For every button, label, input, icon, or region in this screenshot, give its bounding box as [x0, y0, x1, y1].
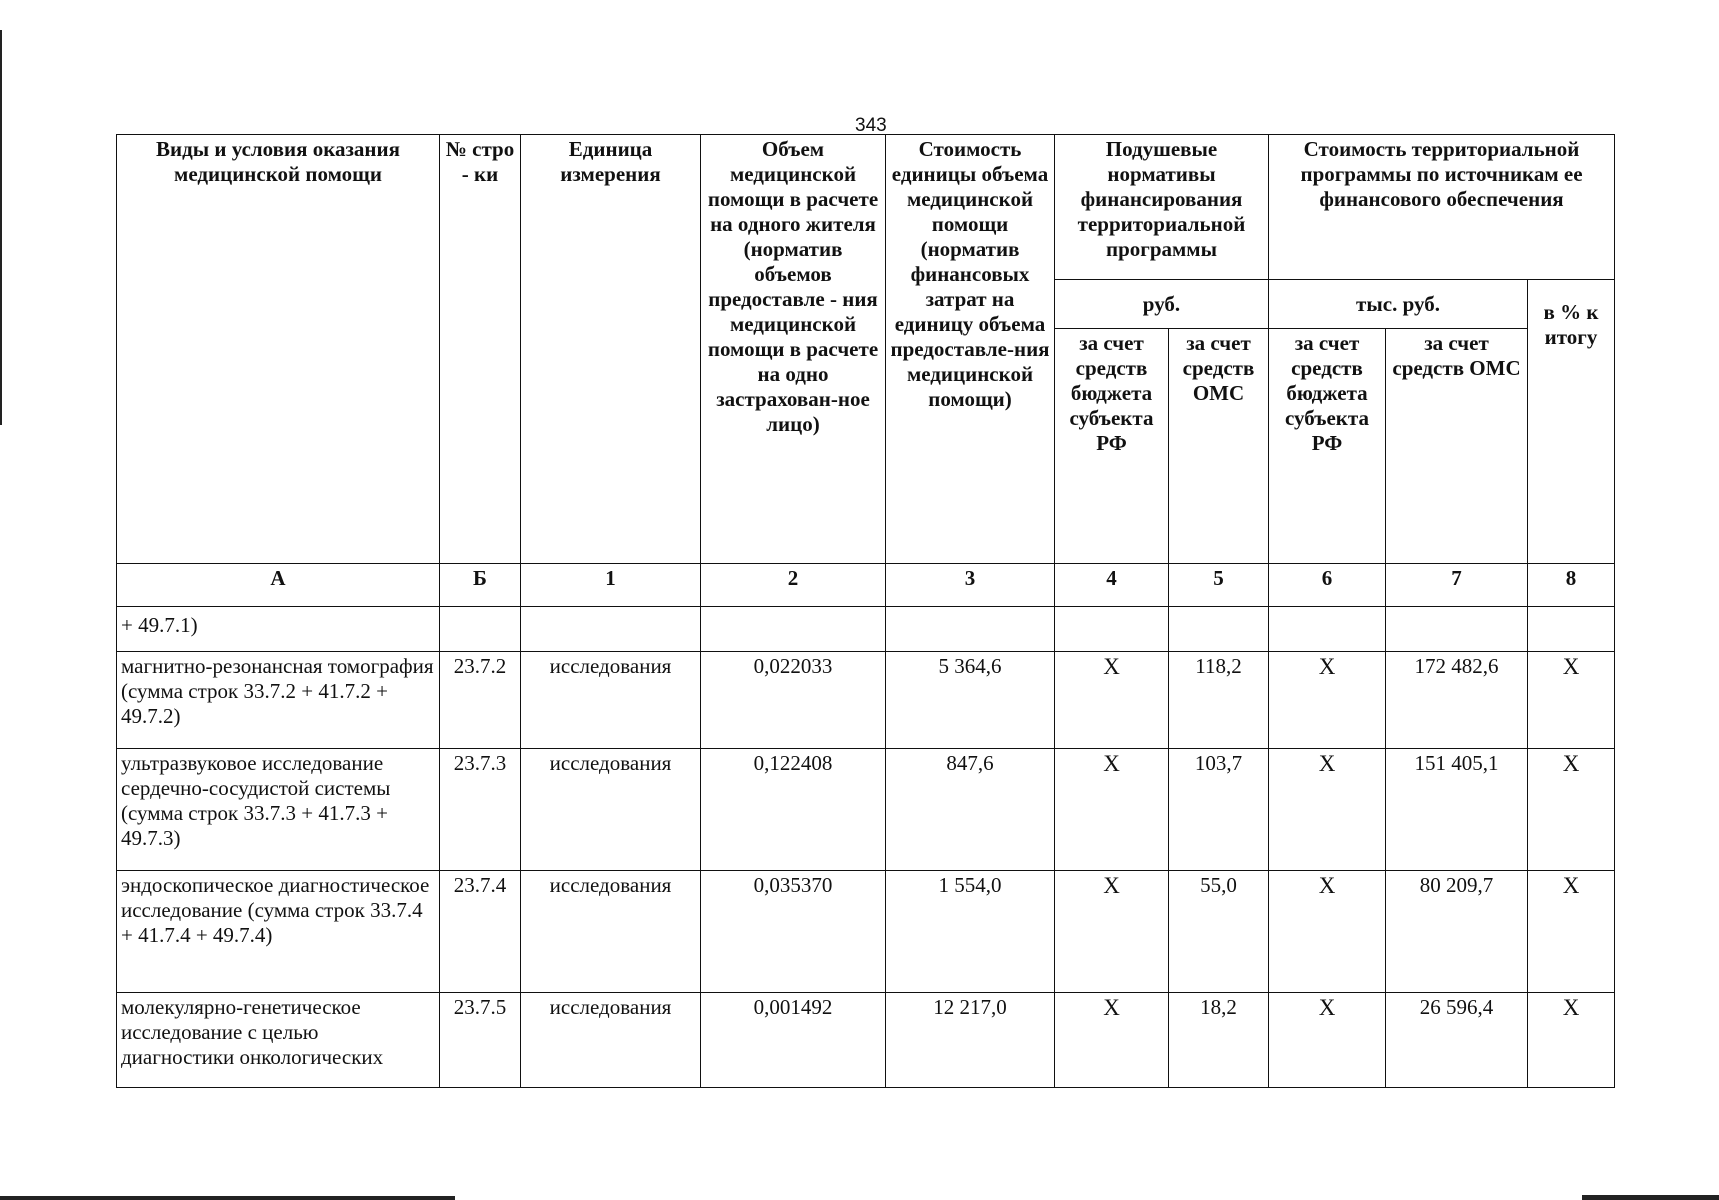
header-percent-of-total: в % к итогу	[1528, 280, 1615, 564]
budget-thousand-cell: Х	[1269, 749, 1386, 871]
column-number: А	[117, 564, 440, 607]
budget-rub-cell: Х	[1055, 652, 1169, 749]
table-row	[117, 652, 1615, 749]
oms-rub-cell	[1169, 607, 1269, 652]
header-budget-thousand-rub: за счет средств бюджета субъекта РФ	[1269, 329, 1386, 564]
column-number: 6	[1269, 564, 1386, 607]
table-row	[117, 749, 1615, 871]
budget-rub-cell: Х	[1055, 871, 1169, 993]
care-type-name: эндоскопическое диагностическое исследование (сумма строк 33.7.4 + 41.7.4 + 49.7.4)	[117, 871, 440, 993]
header-care-types: Виды и условия оказания медицинской помощи	[117, 135, 440, 564]
table-row	[117, 993, 1615, 1088]
scan-edge-line	[0, 30, 2, 425]
header-unit: Единица измерения	[521, 135, 701, 564]
row-code: 23.7.2	[440, 652, 521, 749]
table-row	[117, 871, 1615, 993]
column-number: 2	[701, 564, 886, 607]
row-code: 23.7.5	[440, 993, 521, 1088]
financing-table	[116, 134, 1615, 1088]
unit-cell: исследования	[521, 993, 701, 1088]
percent-cell	[1528, 607, 1615, 652]
care-type-name: ультразвуковое исследование сердечно-сосудистой системы (сумма строк 33.7.3 + 41.7.3 + 49.7.3)	[117, 749, 440, 871]
column-number: 7	[1386, 564, 1528, 607]
row-code: 23.7.3	[440, 749, 521, 871]
cost-cell: 5 364,6	[886, 652, 1055, 749]
column-number: 8	[1528, 564, 1615, 607]
percent-cell: Х	[1528, 871, 1615, 993]
header-unit-cost: Стоимость единицы объема медицинской помощи (норматив финансовых затрат на единицу объема предоставле-ния медицинской помощи)	[886, 135, 1055, 564]
care-type-name: молекулярно-генетическое исследование с целью диагностики онкологических	[117, 993, 440, 1088]
column-number: 4	[1055, 564, 1169, 607]
oms-thousand-cell: 80 209,7	[1386, 871, 1528, 993]
volume-cell	[701, 607, 886, 652]
volume-cell: 0,035370	[701, 871, 886, 993]
percent-cell: Х	[1528, 749, 1615, 871]
volume-cell: 0,022033	[701, 652, 886, 749]
volume-cell: 0,001492	[701, 993, 886, 1088]
header-program-cost: Стоимость территориальной программы по источникам ее финансового обеспечения	[1269, 135, 1615, 280]
column-number: Б	[440, 564, 521, 607]
budget-rub-cell	[1055, 607, 1169, 652]
header-budget-rub: за счет средств бюджета субъекта РФ	[1055, 329, 1169, 564]
unit-cell: исследования	[521, 652, 701, 749]
percent-cell: Х	[1528, 652, 1615, 749]
row-code	[440, 607, 521, 652]
unit-cell: исследования	[521, 749, 701, 871]
cost-cell	[886, 607, 1055, 652]
oms-rub-cell: 118,2	[1169, 652, 1269, 749]
header-row-number: № стро - ки	[440, 135, 521, 564]
oms-rub-cell: 55,0	[1169, 871, 1269, 993]
page-number: 343	[855, 115, 887, 136]
budget-thousand-cell: Х	[1269, 652, 1386, 749]
header-oms-rub: за счет средств ОМС	[1169, 329, 1269, 564]
row-code: 23.7.4	[440, 871, 521, 993]
budget-thousand-cell	[1269, 607, 1386, 652]
oms-thousand-cell: 172 482,6	[1386, 652, 1528, 749]
cost-cell: 847,6	[886, 749, 1055, 871]
header-oms-thousand-rub: за счет средств ОМС	[1386, 329, 1528, 564]
header-unit-thousand-rub: тыс. руб.	[1269, 280, 1528, 329]
care-type-name: магнитно-резонансная томография (сумма строк 33.7.2 + 41.7.2 + 49.7.2)	[117, 652, 440, 749]
budget-rub-cell: Х	[1055, 993, 1169, 1088]
header-unit-rub: руб.	[1055, 280, 1269, 329]
volume-cell: 0,122408	[701, 749, 886, 871]
scan-bottom-line	[0, 1196, 455, 1200]
column-number: 1	[521, 564, 701, 607]
table-row	[117, 607, 1615, 652]
column-number: 5	[1169, 564, 1269, 607]
oms-thousand-cell: 26 596,4	[1386, 993, 1528, 1088]
care-type-name: + 49.7.1)	[117, 607, 440, 652]
oms-rub-cell: 103,7	[1169, 749, 1269, 871]
budget-thousand-cell: Х	[1269, 871, 1386, 993]
header-per-capita-norms: Подушевые нормативы финансирования территориальной программы	[1055, 135, 1269, 280]
cost-cell: 12 217,0	[886, 993, 1055, 1088]
percent-cell: Х	[1528, 993, 1615, 1088]
oms-thousand-cell: 151 405,1	[1386, 749, 1528, 871]
unit-cell: исследования	[521, 871, 701, 993]
column-number: 3	[886, 564, 1055, 607]
budget-thousand-cell: Х	[1269, 993, 1386, 1088]
cost-cell: 1 554,0	[886, 871, 1055, 993]
scan-bottom-line	[1582, 1195, 1719, 1200]
oms-thousand-cell	[1386, 607, 1528, 652]
oms-rub-cell: 18,2	[1169, 993, 1269, 1088]
header-volume: Объем медицинской помощи в расчете на одного жителя (норматив объемов предоставле - ния медицинской помощи в расчете на одно застрахован-ное лицо)	[701, 135, 886, 564]
unit-cell	[521, 607, 701, 652]
budget-rub-cell: Х	[1055, 749, 1169, 871]
